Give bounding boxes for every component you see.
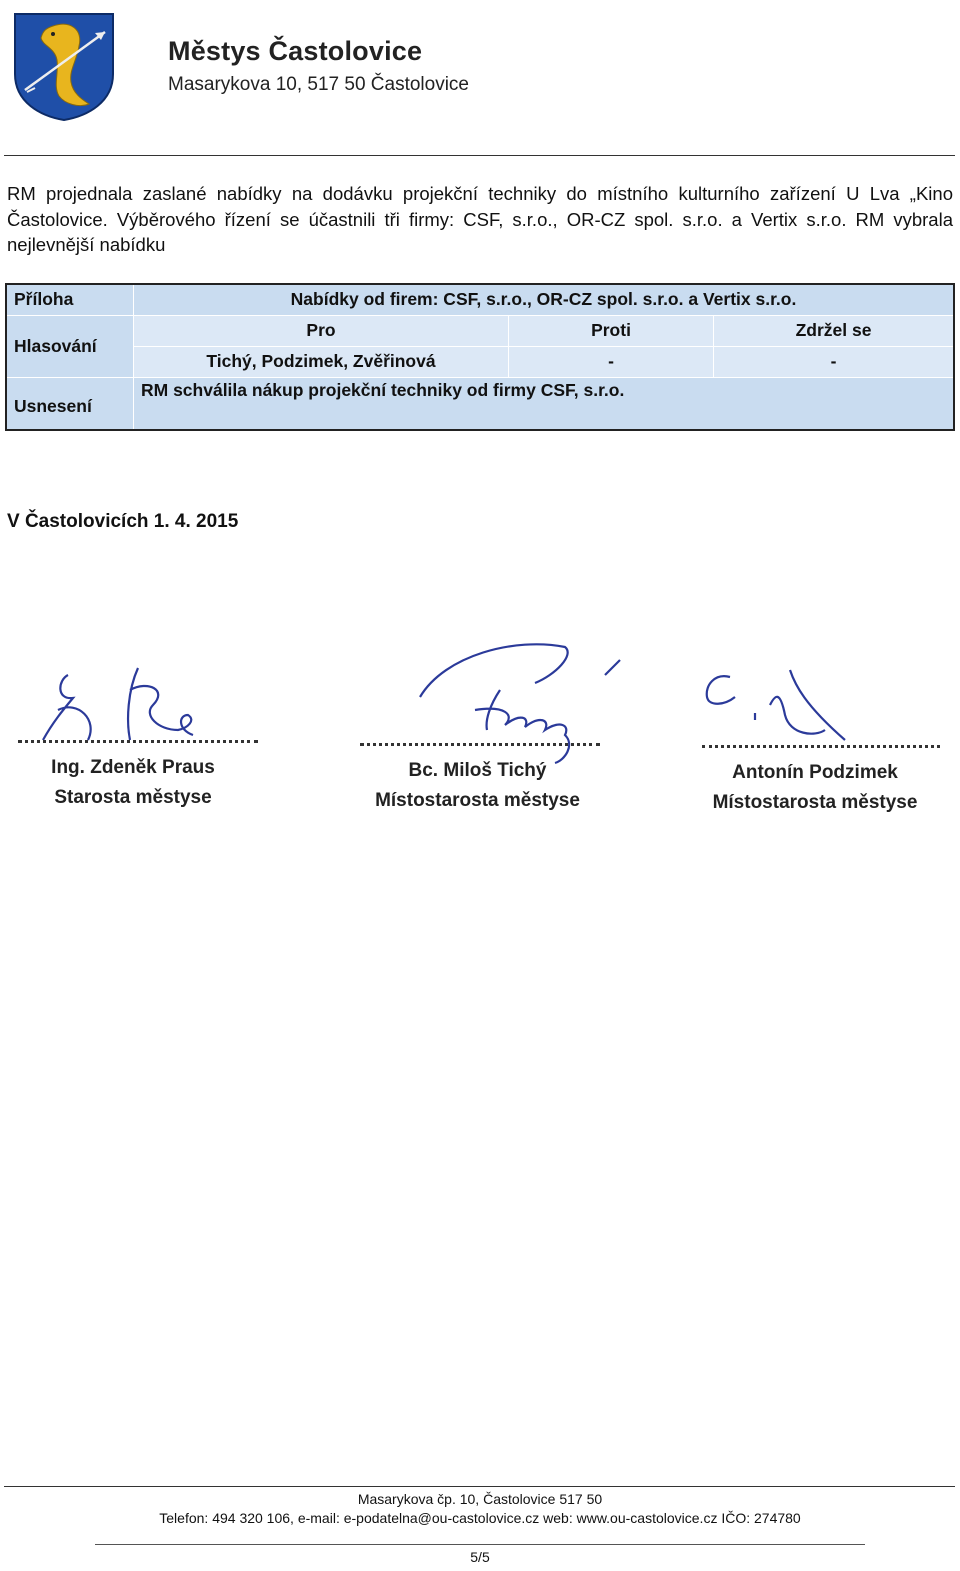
signature-block-3 — [690, 635, 940, 825]
priloha-label: Příloha — [6, 284, 134, 315]
signature-role-2: Místostarosta městyse — [375, 790, 580, 811]
proti-value: - — [509, 346, 714, 377]
date-line: V Častolovicích 1. 4. 2015 — [7, 511, 239, 532]
resolution-table — [5, 283, 955, 431]
footer-contacts: Telefon: 494 320 106, e-mail: e-podatelna@ou-castolovice.cz web: www.ou-castolovice.cz IČO: 274780 — [159, 1510, 801, 1526]
footer-divider-2 — [95, 1544, 865, 1545]
hlasovani-label: Hlasování — [6, 315, 134, 377]
signature-line-2 — [360, 743, 600, 746]
usneseni-label: Usnesení — [6, 377, 134, 430]
footer-address: Masarykova čp. 10, Častolovice 517 50 — [357, 1491, 603, 1507]
pro-header: Pro — [134, 315, 509, 346]
signature-name-2: Bc. Miloš Tichý — [408, 760, 547, 781]
signature-block-1 — [8, 635, 278, 825]
pro-value: Tichý, Podzimek, Zvěřinová — [134, 346, 509, 377]
handwritten-signature-1 — [28, 660, 208, 750]
priloha-value: Nabídky od firem: CSF, s.r.o., OR-CZ spol. s.r.o. a Vertix s.r.o. — [134, 284, 955, 315]
municipality-address: Masarykova 10, 517 50 Častolovice — [168, 74, 469, 95]
proti-header: Proti — [509, 315, 714, 346]
handwritten-signature-3 — [695, 665, 865, 745]
header-divider — [4, 155, 955, 156]
zdrzel-header: Zdržel se — [714, 315, 955, 346]
footer-divider — [4, 1486, 955, 1487]
resolution-text: RM projednala zaslané nabídky na dodávku projekční techniky do místního kulturního zařízení U Lva „Kino Častolovice. Výběrového řízení se účastnili tři firmy: CSF, s.r.o., OR-CZ spol. s.r.o. a Vertix s.r.o. RM vybrala nejlevnější nabídku — [7, 183, 953, 255]
coat-of-arms-logo — [13, 12, 115, 122]
signature-line-1 — [18, 740, 258, 743]
zdrzel-value: - — [714, 346, 955, 377]
signature-role-1: Starosta městyse — [54, 787, 212, 808]
usneseni-value: RM schválila nákup projekční techniky od firmy CSF, s.r.o. — [134, 377, 955, 430]
page-number: 5/5 — [470, 1549, 490, 1565]
signature-name-1: Ing. Zdeněk Praus — [51, 757, 215, 778]
signature-role-3: Místostarosta městyse — [712, 792, 918, 813]
signature-line-3 — [702, 745, 940, 748]
signature-name-3: Antonín Podzimek — [732, 762, 898, 783]
municipality-title: Městys Častolovice — [168, 36, 423, 66]
signature-block-2 — [355, 635, 600, 825]
